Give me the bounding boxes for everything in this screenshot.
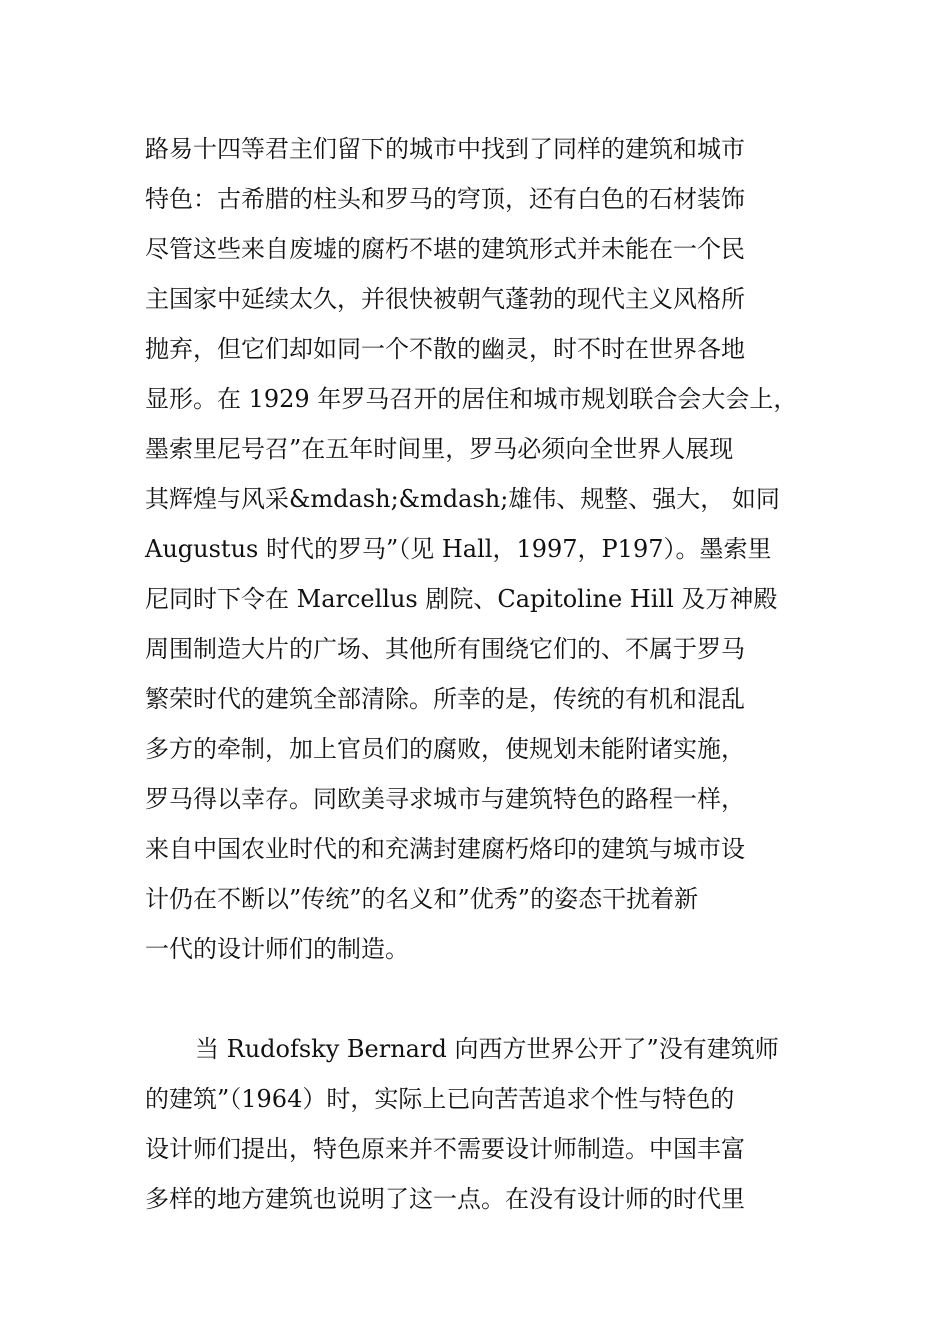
text-line: 尼同时下令在 Marcellus 剧院、Capitoline Hill 及万神殿 (145, 585, 778, 613)
text-line: 罗马得以幸存。同欧美寻求城市与建筑特色的路程一样， (145, 785, 745, 813)
text-line: 一代的设计师们的制造。 (145, 935, 409, 963)
text-line: 主国家中延续太久，并很快被朝气蓬勃的现代主义风格所 (145, 285, 745, 313)
text-line: 的建筑”（1964）时，实际上已向苦苦追求个性与特色的 (145, 1085, 735, 1113)
text-line: 繁荣时代的建筑全部清除。所幸的是，传统的有机和混乱 (145, 685, 745, 713)
text-line: 显形。在 1929 年罗马召开的居住和城市规划联合会大会上， (145, 385, 798, 413)
text-line: 墨索里尼号召”在五年时间里，罗马必须向全世界人展现 (145, 435, 734, 463)
text-line: 其辉煌与风采&mdash;&mdash;雄伟、规整、强大， 如同 (145, 485, 780, 513)
text-line: 设计师们提出，特色原来并不需要设计师制造。中国丰富 (145, 1135, 745, 1163)
text-line: 周围制造大片的广场、其他所有围绕它们的、不属于罗马 (145, 635, 745, 663)
text-line: 路易十四等君主们留下的城市中找到了同样的建筑和城市 (145, 135, 745, 163)
text-line: 计仍在不断以”传统”的名义和”优秀”的姿态干扰着新 (145, 885, 699, 913)
text-line: Augustus 时代的罗马”（见 Hall，1997，P197）。墨索里 (145, 535, 772, 563)
text-line: 尽管这些来自废墟的腐朽不堪的建筑形式并未能在一个民 (145, 235, 745, 263)
text-line: 多样的地方建筑也说明了这一点。在没有设计师的时代里 (145, 1185, 745, 1213)
text-line: 特色：古希腊的柱头和罗马的穹顶，还有白色的石材装饰 (145, 185, 745, 213)
text-line: 来自中国农业时代的和充满封建腐朽烙印的建筑与城市设 (145, 835, 745, 863)
text-line: 多方的牵制，加上官员们的腐败，使规划未能附诸实施， (145, 735, 745, 763)
text-line: 抛弃，但它们却如同一个不散的幽灵，时不时在世界各地 (145, 335, 745, 363)
text-line: 当 Rudofsky Bernard 向西方世界公开了”没有建筑师 (195, 1035, 779, 1063)
